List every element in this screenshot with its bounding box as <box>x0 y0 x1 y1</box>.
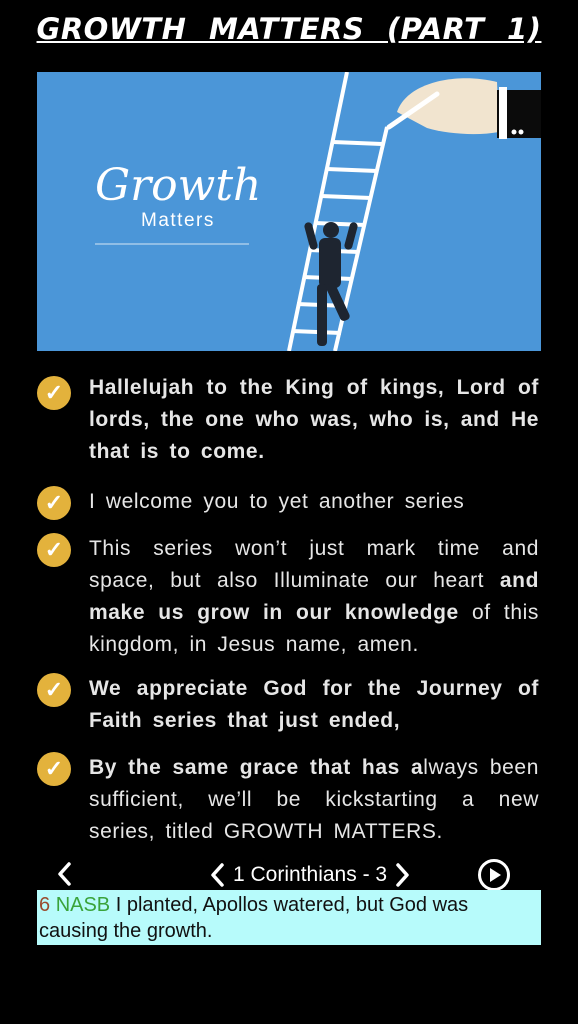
bullet-text-run: and make us grow in our knowledge <box>89 569 539 624</box>
hero-script-text: Growth <box>95 160 262 211</box>
chapter-selector[interactable] <box>207 858 413 892</box>
bullet-text-run: lways been sufficient, we’ll be kickstarting a new series, titled GROWTH MATTERS. <box>89 756 539 843</box>
chapter-nav <box>37 858 541 892</box>
hero-subtitle: Matters <box>141 210 215 231</box>
chevron-left-icon[interactable] <box>55 860 75 888</box>
verse-version: NASB <box>55 894 111 916</box>
bullet-text-run: By the same grace that has a <box>89 756 424 779</box>
page-title: GROWTH MATTERS (PART 1) <box>36 12 542 46</box>
verse-panel <box>37 890 541 945</box>
play-icon[interactable] <box>477 858 511 892</box>
bullet-text-run: Hallelujah to the King of kings, Lord of lords, the one who was, who is, and He that is to come. <box>89 376 539 463</box>
verse-number: 6 <box>39 894 51 916</box>
chevron-left-icon[interactable] <box>207 861 229 889</box>
bullet-text <box>89 673 539 737</box>
bullet-text-run: of this kingdom, in Jesus name, amen. <box>89 601 539 656</box>
verse-text: I planted, Apollos watered, but God was causing the growth. <box>39 894 469 942</box>
bullet-text-run: This series won’t just mark time and space, but also Illuminate our heart <box>89 537 539 592</box>
check-icon: ✓ <box>37 486 71 520</box>
check-icon: ✓ <box>37 673 71 707</box>
chevron-right-icon[interactable] <box>391 861 413 889</box>
bullet-text <box>89 533 539 661</box>
check-icon: ✓ <box>37 533 71 567</box>
bullet-text-run: I welcome you to yet another series <box>89 490 465 513</box>
check-icon: ✓ <box>37 752 71 786</box>
bullet-text <box>89 372 539 468</box>
bullet-text <box>89 486 539 518</box>
bullet-text <box>89 752 539 848</box>
chapter-label: 1 Corinthians - 3 <box>233 863 388 886</box>
check-icon: ✓ <box>37 376 71 410</box>
hero-image <box>37 72 541 351</box>
bullet-text-run: We appreciate God for the Journey of Faith series that just ended, <box>89 677 539 732</box>
